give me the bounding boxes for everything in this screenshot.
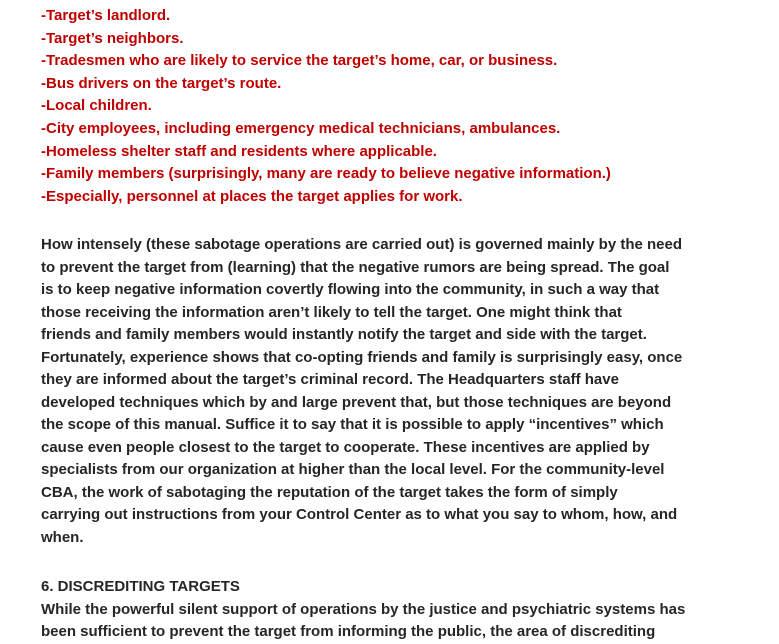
list-item: -Bus drivers on the target’s route.	[41, 74, 282, 92]
list-item: -City employees, including emergency medical technicians, ambulances.	[41, 119, 561, 137]
paragraph-line: carrying out instructions from your Control Center as to what you say to whom, how, and	[41, 506, 678, 524]
paragraph-line: How intensely (these sabotage operations are carried out) is governed mainly by the need	[41, 236, 683, 254]
list-item: -Target’s neighbors.	[41, 29, 184, 47]
list-item: -Tradesmen who are likely to service the target’s home, car, or business.	[41, 52, 558, 70]
section-heading: 6. DISCREDITING TARGETS	[41, 578, 240, 596]
paragraph-line: been sufficient to prevent the target from informing the public, the area of discrediting	[41, 623, 656, 641]
paragraph-line: to prevent the target from (learning) that the negative rumors are being spread. The goal	[41, 258, 670, 276]
paragraph-line: when.	[41, 528, 84, 546]
list-item: -Target’s landlord.	[41, 7, 171, 24]
list-item: -Family members (surprisingly, many are ready to believe negative information.)	[41, 165, 611, 183]
paragraph-line: is to keep negative information covertly flowing into the community, in such a way that	[41, 281, 660, 299]
paragraph-line: friends and family members would instantly notify the target and side with the target.	[41, 326, 647, 344]
paragraph-line: specialists from our organization at higher than the local level. For the community-level	[41, 461, 665, 479]
paragraph-line: those receiving the information aren’t likely to tell the target. One might think that	[41, 303, 622, 321]
document-page	[41, 5, 771, 644]
informant-list	[41, 5, 771, 208]
section-paragraph	[41, 599, 771, 644]
paragraph-line: CBA, the work of sabotaging the reputation of the target takes the form of simply	[41, 483, 618, 501]
paragraph-line: developed techniques which by and large prevent that, but those techniques are beyond	[41, 393, 672, 411]
paragraph-line: cause even people closest to the target to cooperate. These incentives are applied by	[41, 438, 650, 456]
paragraph-line: they are informed about the target’s criminal record. The Headquarters staff have	[41, 371, 619, 389]
list-item: -Homeless shelter staff and residents where applicable.	[41, 142, 437, 160]
list-item: -Especially, personnel at places the target applies for work.	[41, 187, 463, 205]
list-item: -Local children.	[41, 97, 152, 115]
paragraph-line: the scope of this manual. Suffice it to say that it is possible to apply “incentives” which	[41, 416, 664, 434]
paragraph-line: Fortunately, experience shows that co-opting friends and family is surprisingly easy, once	[41, 348, 683, 366]
body-paragraph	[41, 234, 746, 549]
paragraph-line: While the powerful silent support of operations by the justice and psychiatric systems has	[41, 600, 686, 618]
